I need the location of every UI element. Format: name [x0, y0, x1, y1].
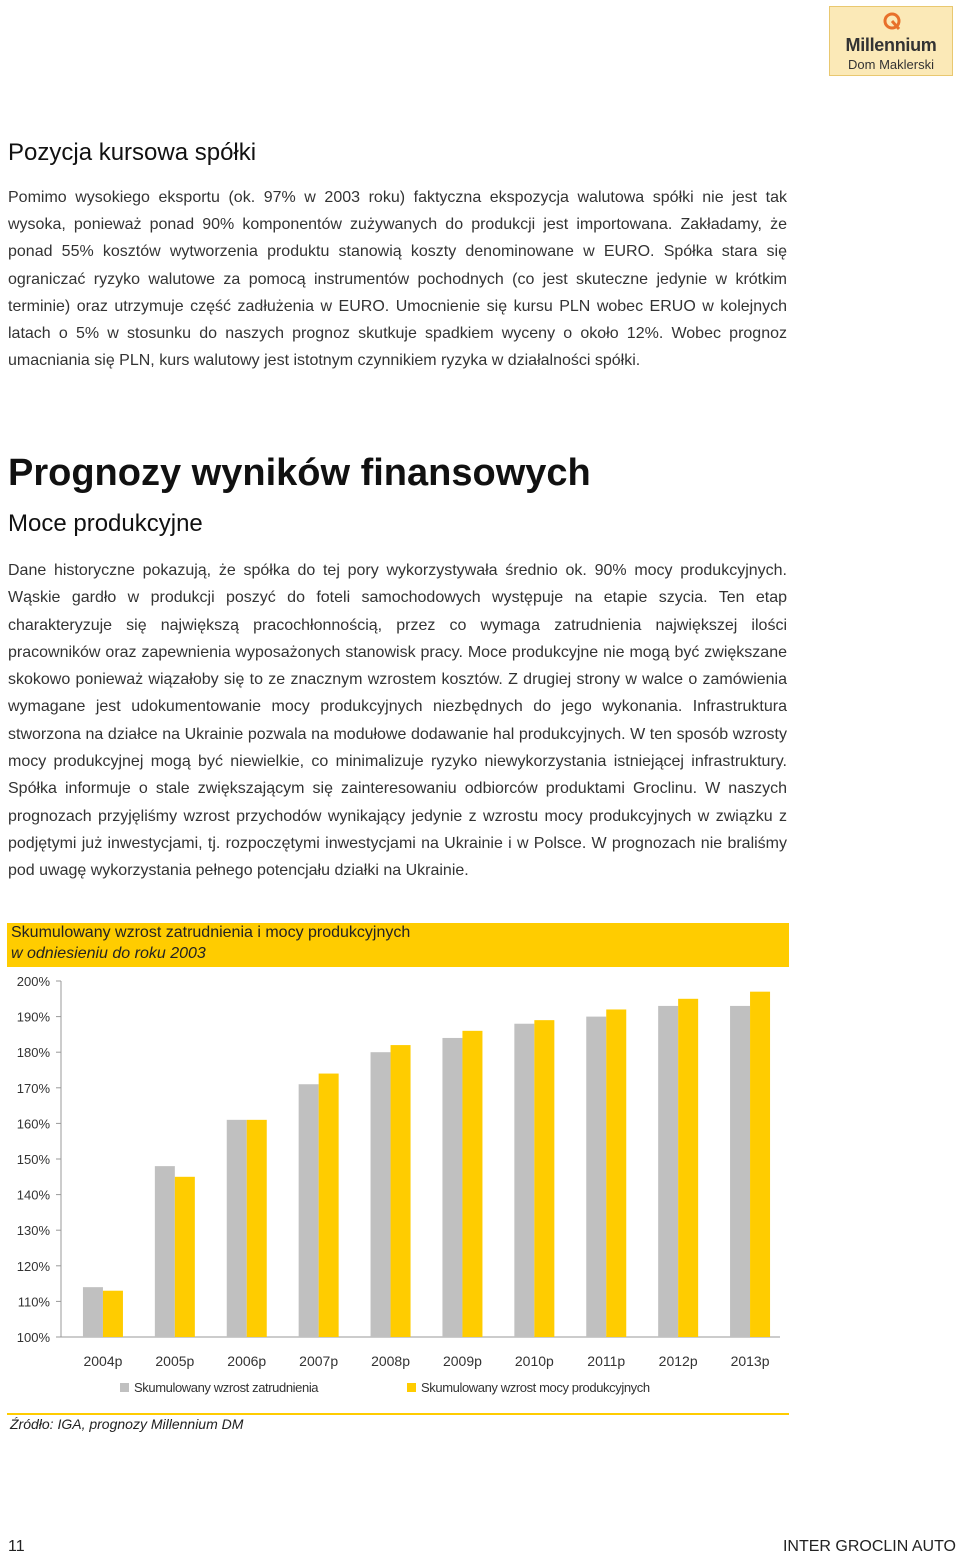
section-heading-currency: Pozycja kursowa spółki [8, 139, 257, 166]
x-tick-label: 2013p [730, 1353, 770, 1369]
section-subtitle-capacity: Moce produkcyjne [8, 510, 203, 537]
chart-title: Skumulowany wzrost zatrudnienia i mocy produkcyjnych [11, 924, 411, 941]
bar-employment [155, 1166, 175, 1337]
capacity-paragraph: Dane historyczne pokazują, że spółka do tej pory wykorzystywała średnio ok. 90% mocy produkcyjnych. Wąskie gardło w produkcji poszyć do foteli samochodowych występuje na etapie szycia. Ten etap charakteryzuje się największą pracochłonnością, przez co wymaga zatrudnienia największej ilości pracowników oraz zapewnienia wyposażonych stanowisk pracy. Moce produkcyjne nie mogą być zwiększane skokowo ponieważ wiązałoby się to ze znacznym wzrostem kosztów. Z drugiej strony w walce o zamówienia wymagane jest udokumentowanie mocy produkcyjnych niezbędnych do jego wykonania. Infrastruktura stworzona na działce na Ukrainie pozwala na modułowe dodawanie hal produkcyjnych. W ten sposób wzrosty mocy produkcyjnej mogą być niewielkie, co minimalizuje ryzyko niewykorzystania istniejącej infrastruktury. Spółka informuje o stale zwiększającym się zainteresowaniu odbiorców produktami Groclinu. W naszych prognozach przyjęliśmy wzrost przychodów wynikający jedynie z wzrostu mocy produkcyjnych w związku z podjętymi już inwestycjami, tj. rozpoczętymi inwestycjami na Ukrainie i w Polsce. W prognozach nie braliśmy pod uwagę wykorzystania pełnego potencjału działki na Ukrainie. [8, 562, 787, 880]
millennium-logo [829, 6, 953, 76]
logo-name: Millennium [845, 35, 937, 55]
bar-capacity [391, 1045, 411, 1337]
bar-capacity [462, 1031, 482, 1337]
bar-capacity [175, 1177, 195, 1337]
chart-subtitle: w odniesieniu do roku 2003 [11, 945, 206, 962]
footer-company: INTER GROCLIN AUTO [782, 1538, 956, 1555]
x-tick-label: 2005p [155, 1353, 195, 1369]
bar-employment [227, 1120, 247, 1337]
page-title: Prognozy wyników finansowych [8, 452, 591, 494]
chart-title-bar [7, 923, 789, 967]
bar-capacity [103, 1291, 123, 1337]
x-tick-label: 2010p [514, 1353, 554, 1369]
bar-employment [371, 1052, 391, 1337]
x-tick-label: 2004p [83, 1353, 123, 1369]
y-tick-label: 130% [16, 1223, 50, 1239]
capacity-bar-chart [0, 967, 800, 1412]
bar-capacity [678, 999, 698, 1337]
bar-capacity [606, 1009, 626, 1337]
x-tick-label: 2006p [227, 1353, 267, 1369]
legend-swatch [120, 1383, 129, 1392]
y-tick-label: 190% [16, 1009, 50, 1025]
y-tick-label: 140% [16, 1187, 50, 1203]
y-tick-label: 110% [17, 1294, 50, 1310]
bar-employment [658, 1006, 678, 1337]
x-tick-label: 2012p [658, 1353, 698, 1369]
y-tick-label: 180% [16, 1045, 50, 1061]
x-tick-label: 2007p [299, 1353, 339, 1369]
currency-paragraph: Pomimo wysokiego eksportu (ok. 97% w 2003 roku) faktyczna ekspozycja walutowa spółki nie jest tak wysoka, ponieważ ponad 90% komponentów zużywanych do produkcji jest importowana. Zakładamy, że ponad 55% kosztów wytworzenia produktu stanowią koszty denominowane w EURO. Spółka stara się ograniczać ryzyko walutowe za pomocą instrumentów pochodnych (co jest skuteczne jedynie w krótkim terminie) oraz utrzymuje część zadłużenia w EURO. Umocnienie się kursu PLN wobec ERUO w kolejnych latach o 5% w stosunku do naszych prognoz skutkuje spadkiem wyceny o około 12%. Wobec prognoz umacniania się PLN, kurs walutowy jest istotnym czynnikiem ryzyka w działalności spółki. [8, 189, 787, 370]
bar-capacity [534, 1020, 554, 1337]
legend-swatch [407, 1383, 416, 1392]
y-tick-label: 170% [16, 1080, 50, 1096]
bar-employment [442, 1038, 462, 1337]
bar-employment [730, 1006, 750, 1337]
bar-capacity [319, 1074, 339, 1337]
y-tick-label: 200% [16, 974, 50, 989]
bar-employment [299, 1084, 319, 1337]
bar-employment [83, 1287, 103, 1337]
y-tick-label: 160% [16, 1116, 50, 1132]
x-tick-label: 2008p [371, 1353, 411, 1369]
legend-label: Skumulowany wzrost zatrudnienia [134, 1380, 319, 1395]
millennium-swirl-icon [882, 12, 902, 32]
page-number: 11 [8, 1538, 25, 1555]
source-note: Źródło: IGA, prognozy Millennium DM [10, 1416, 244, 1432]
x-tick-label: 2011p [587, 1353, 626, 1369]
bar-employment [514, 1024, 534, 1337]
chart-bottom-rule [7, 1413, 789, 1415]
y-tick-label: 100% [16, 1330, 50, 1345]
y-tick-label: 150% [16, 1152, 50, 1167]
y-tick-label: 120% [16, 1258, 50, 1274]
bar-employment [586, 1017, 606, 1337]
x-tick-label: 2009p [442, 1353, 482, 1369]
bar-capacity [750, 992, 770, 1337]
logo-subtitle: Dom Maklerski [848, 57, 934, 72]
legend-label: Skumulowany wzrost mocy produkcyjnych [421, 1380, 650, 1395]
bar-capacity [247, 1120, 267, 1337]
